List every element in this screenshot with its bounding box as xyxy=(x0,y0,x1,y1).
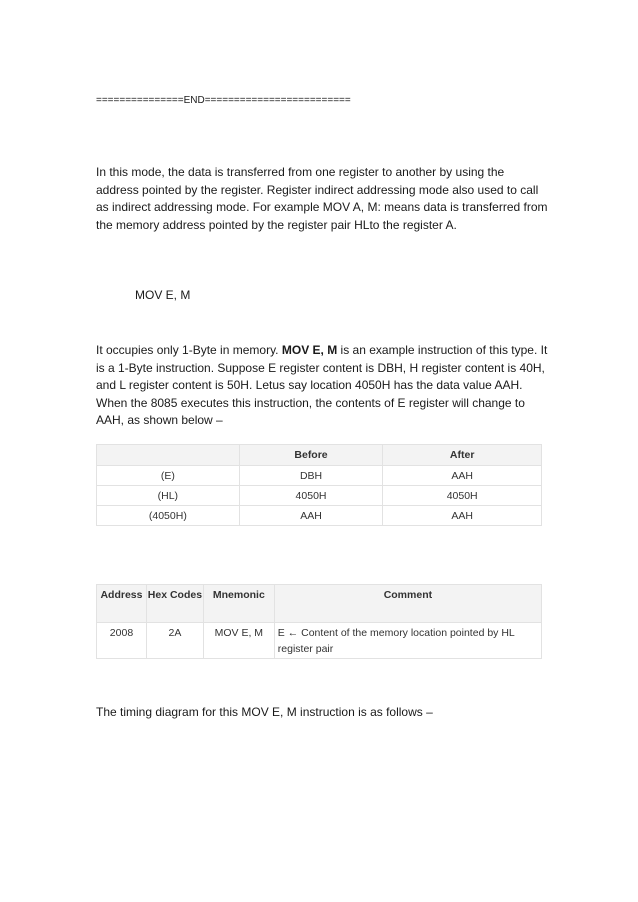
paragraph-text-before: It occupies only 1-Byte in memory. xyxy=(96,343,282,357)
paragraph-bold-instruction: MOV E, M xyxy=(281,343,338,357)
paragraph-text-after: is an example instruction of this type. It is a 1-Byte instruction. Suppose E register content is DBH, H register content is 40H, and L register content is 50H. Letus say location 4050H has the data value AAH. When the 8085 executes this instruction, the contents of E register will change to AAH, as shown below – xyxy=(96,343,548,427)
table-cell: AAH xyxy=(239,506,383,526)
table-header-cell: After xyxy=(383,445,542,466)
table-cell: AAH xyxy=(383,466,542,486)
table-cell: (HL) xyxy=(97,486,240,506)
table-cell: (E) xyxy=(97,466,240,486)
table-row xyxy=(97,466,542,486)
register-state-table xyxy=(96,444,542,526)
table-header-row xyxy=(97,445,542,466)
table-cell: 2008 xyxy=(97,623,147,659)
table-cell: DBH xyxy=(239,466,383,486)
paragraph-timing-diagram-intro: The timing diagram for this MOV E, M instruction is as follows – xyxy=(96,705,433,719)
table-header-cell: Mnemonic xyxy=(203,585,274,623)
table-cell: 2A xyxy=(146,623,203,659)
table-cell: E ← Content of the memory location pointed by HL register pair xyxy=(274,623,541,659)
instruction-table xyxy=(96,584,542,659)
table-header-cell: Comment xyxy=(274,585,541,623)
table-row xyxy=(97,506,542,526)
table-header-cell: Before xyxy=(239,445,383,466)
table-cell: AAH xyxy=(383,506,542,526)
paragraph-mov-e-m-description xyxy=(96,342,548,430)
table-row xyxy=(97,486,542,506)
table-header-cell: Address xyxy=(97,585,147,623)
table-cell: (4050H) xyxy=(97,506,240,526)
table-header-cell xyxy=(97,445,240,466)
code-line-mov-e-m: MOV E, M xyxy=(135,288,191,302)
table-cell: MOV E, M xyxy=(203,623,274,659)
paragraph-register-indirect: In this mode, the data is transferred from one register to another by using the address pointed by the register. Register indirect addressing mode also used to call as indirect addressing mode. For example MOV A, M: means data is transferred from the memory address pointed by the register pair HLto the register A. xyxy=(96,165,548,232)
table-header-row xyxy=(97,585,542,623)
table-cell: 4050H xyxy=(383,486,542,506)
end-separator: ===============END========================= xyxy=(96,95,351,106)
table-header-cell: Hex Codes xyxy=(146,585,203,623)
table-row xyxy=(97,623,542,659)
table-cell: 4050H xyxy=(239,486,383,506)
